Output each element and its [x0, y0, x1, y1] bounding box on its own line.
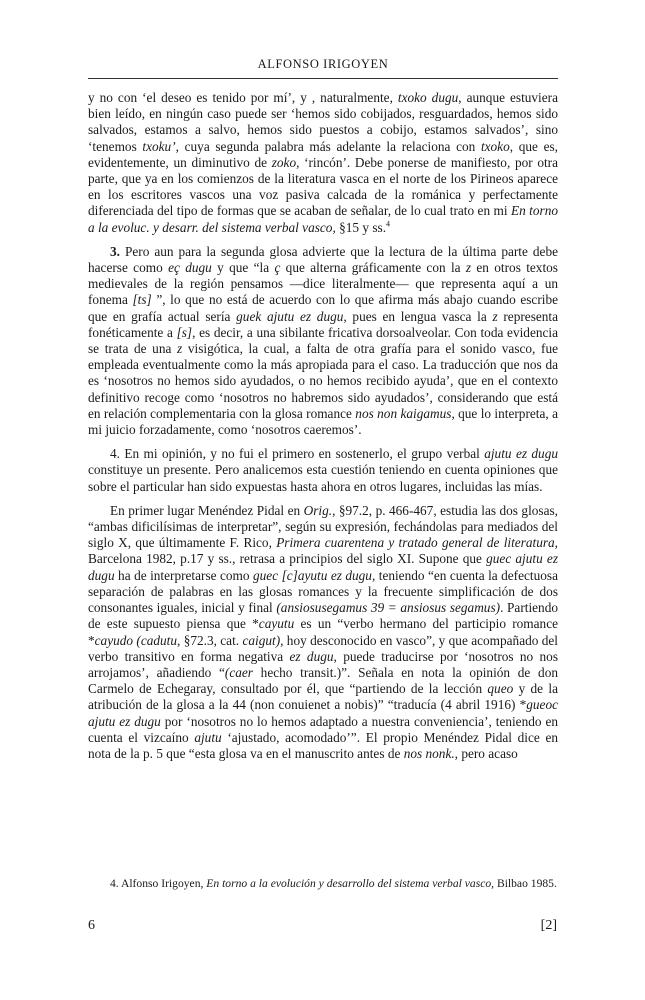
- paragraph-1: y no con ‘el deseo es tenido por mí’, y , naturalmente, txoko dugu, aunque estuviera bien leído, en ningún caso puede ser ‘hemos sido cobijados, resguardados, hemos sido salvados, estamos a salvo, hemos sido puestos a cobijo, estamos salvados’, sino ‘tenemos txoku’, cuya segunda palabra más adelante la relaciona con txoko, que es, evidentemente, un diminutivo de zoko, ‘rincón’. Debe ponerse de manifiesto, por otra parte, que ya en los comienzos de la literatura vasca en el norte de los Pirineos aparece en los escritores vascos una voz pasiva calcada de la románica y perfectamente diferenciada del tipo de formas que se acaban de señalar, de lo cual trato en mi En torno a la evoluc. y desarr. del sistema verbal vasco, §15 y ss.$^4$: [88, 90, 559, 235]
- header-rule: [88, 78, 558, 79]
- footnote: [88, 876, 558, 891]
- footnote-4: 4. Alfonso Irigoyen, En torno a la evolución y desarrollo del sistema verbal vasco, Bilbao 1985.: [110, 877, 557, 890]
- paragraph-2: 3. Pero aun para la segunda glosa advierte que la lectura de la última parte debe hacerse como eç dugu y que “la ç que alterna gráficamente con la z en otros textos medievales de la región pensamos —dice literalmente— que representa aquí a un fonema [ts] ”, lo que no está de acuerdo con lo que afirma más abajo cuando escribe que en grafía actual sería guek ajutu ez dugu, pues en lengua vasca la z representa fonéticamente a [s], es decir, a una sibilante fricativa dorsoalveolar. Con toda evidencia se trata de una z visigótica, la cual, a falta de otra grafía para el sonido vasco, fue empleada eventualmente como la más apropiada para el caso. La traducción que nos da es ‘nosotros no hemos sido ayudados, o no hemos recibido ayuda’, que en el contexto definitivo recoge como ‘nosotros no habremos sido ayudados’, considerando que está en relación complementaria con la glosa romance nos non kaigamus, que lo interpreta, a mi juicio forzadamente, como ‘nosotros caeremos’.: [88, 243, 559, 438]
- page-number: 6: [88, 918, 95, 933]
- body-text: [88, 90, 558, 762]
- sheet-number: [2]: [540, 918, 557, 933]
- running-head: ALFONSO IRIGOYEN: [257, 57, 389, 71]
- paragraph-4: En primer lugar Menéndez Pidal en Orig., §97.2, p. 466-467, estudia las dos glosas, “ambas dificilísimas de interpretar”, según su expresión, fechándolas para mediados del siglo X, que últimamente F. Rico, Primera cuarentena y tratado general de literatura, Barcelona 1982, p.17 y ss., retrasa a principios del siglo XI. Supone que guec ajutu ez dugu ha de interpretarse como guec [c]ayutu ez dugu, teniendo “en cuenta la defectuosa separación de palabras en las glosas romances y la frecuente simplificación de dos consonantes iguales, inicial y final (ansiosusegamus 39 = ansiosus segamus). Partiendo de este supuesto piensa que *cayutu es un “verbo hermano del participio romance *cayudo (cadutu, §72.3, cat. caigut), hoy desconocido en vasco”, y que acompañado del verbo transitivo en forma negativa ez dugu, puede traducirse por ‘nosotros no nos arrojamos’, añadiendo “(caer hecho transit.)”. Señala en nota la opinión de don Carmelo de Echegaray, consultado por él, que “partiendo de la lección queo y de la atribución de la glosa a la 44 (non conuienet a nobis)” “traducía (4 abril 1916) *gueoc ajutu ez dugu por ‘nosotros no lo hemos adaptado a nuestra conveniencia’, teniendo en cuenta el vizcaíno ajutu ‘ajustado, acomodado’”. El propio Menéndez Pidal dice en nota de la p. 5 que “esta glosa va en el manuscrito antes de nos nonk., pero acaso: [88, 502, 559, 761]
- paragraph-3: 4. En mi opinión, y no fui el primero en sostenerlo, el grupo verbal ajutu ez dugu constituye un presente. Pero analicemos esta cuestión teniendo en cuenta opiniones que sobre el particular han sido expuestas hasta ahora en otros lugares, incluidas las mías.: [88, 446, 559, 494]
